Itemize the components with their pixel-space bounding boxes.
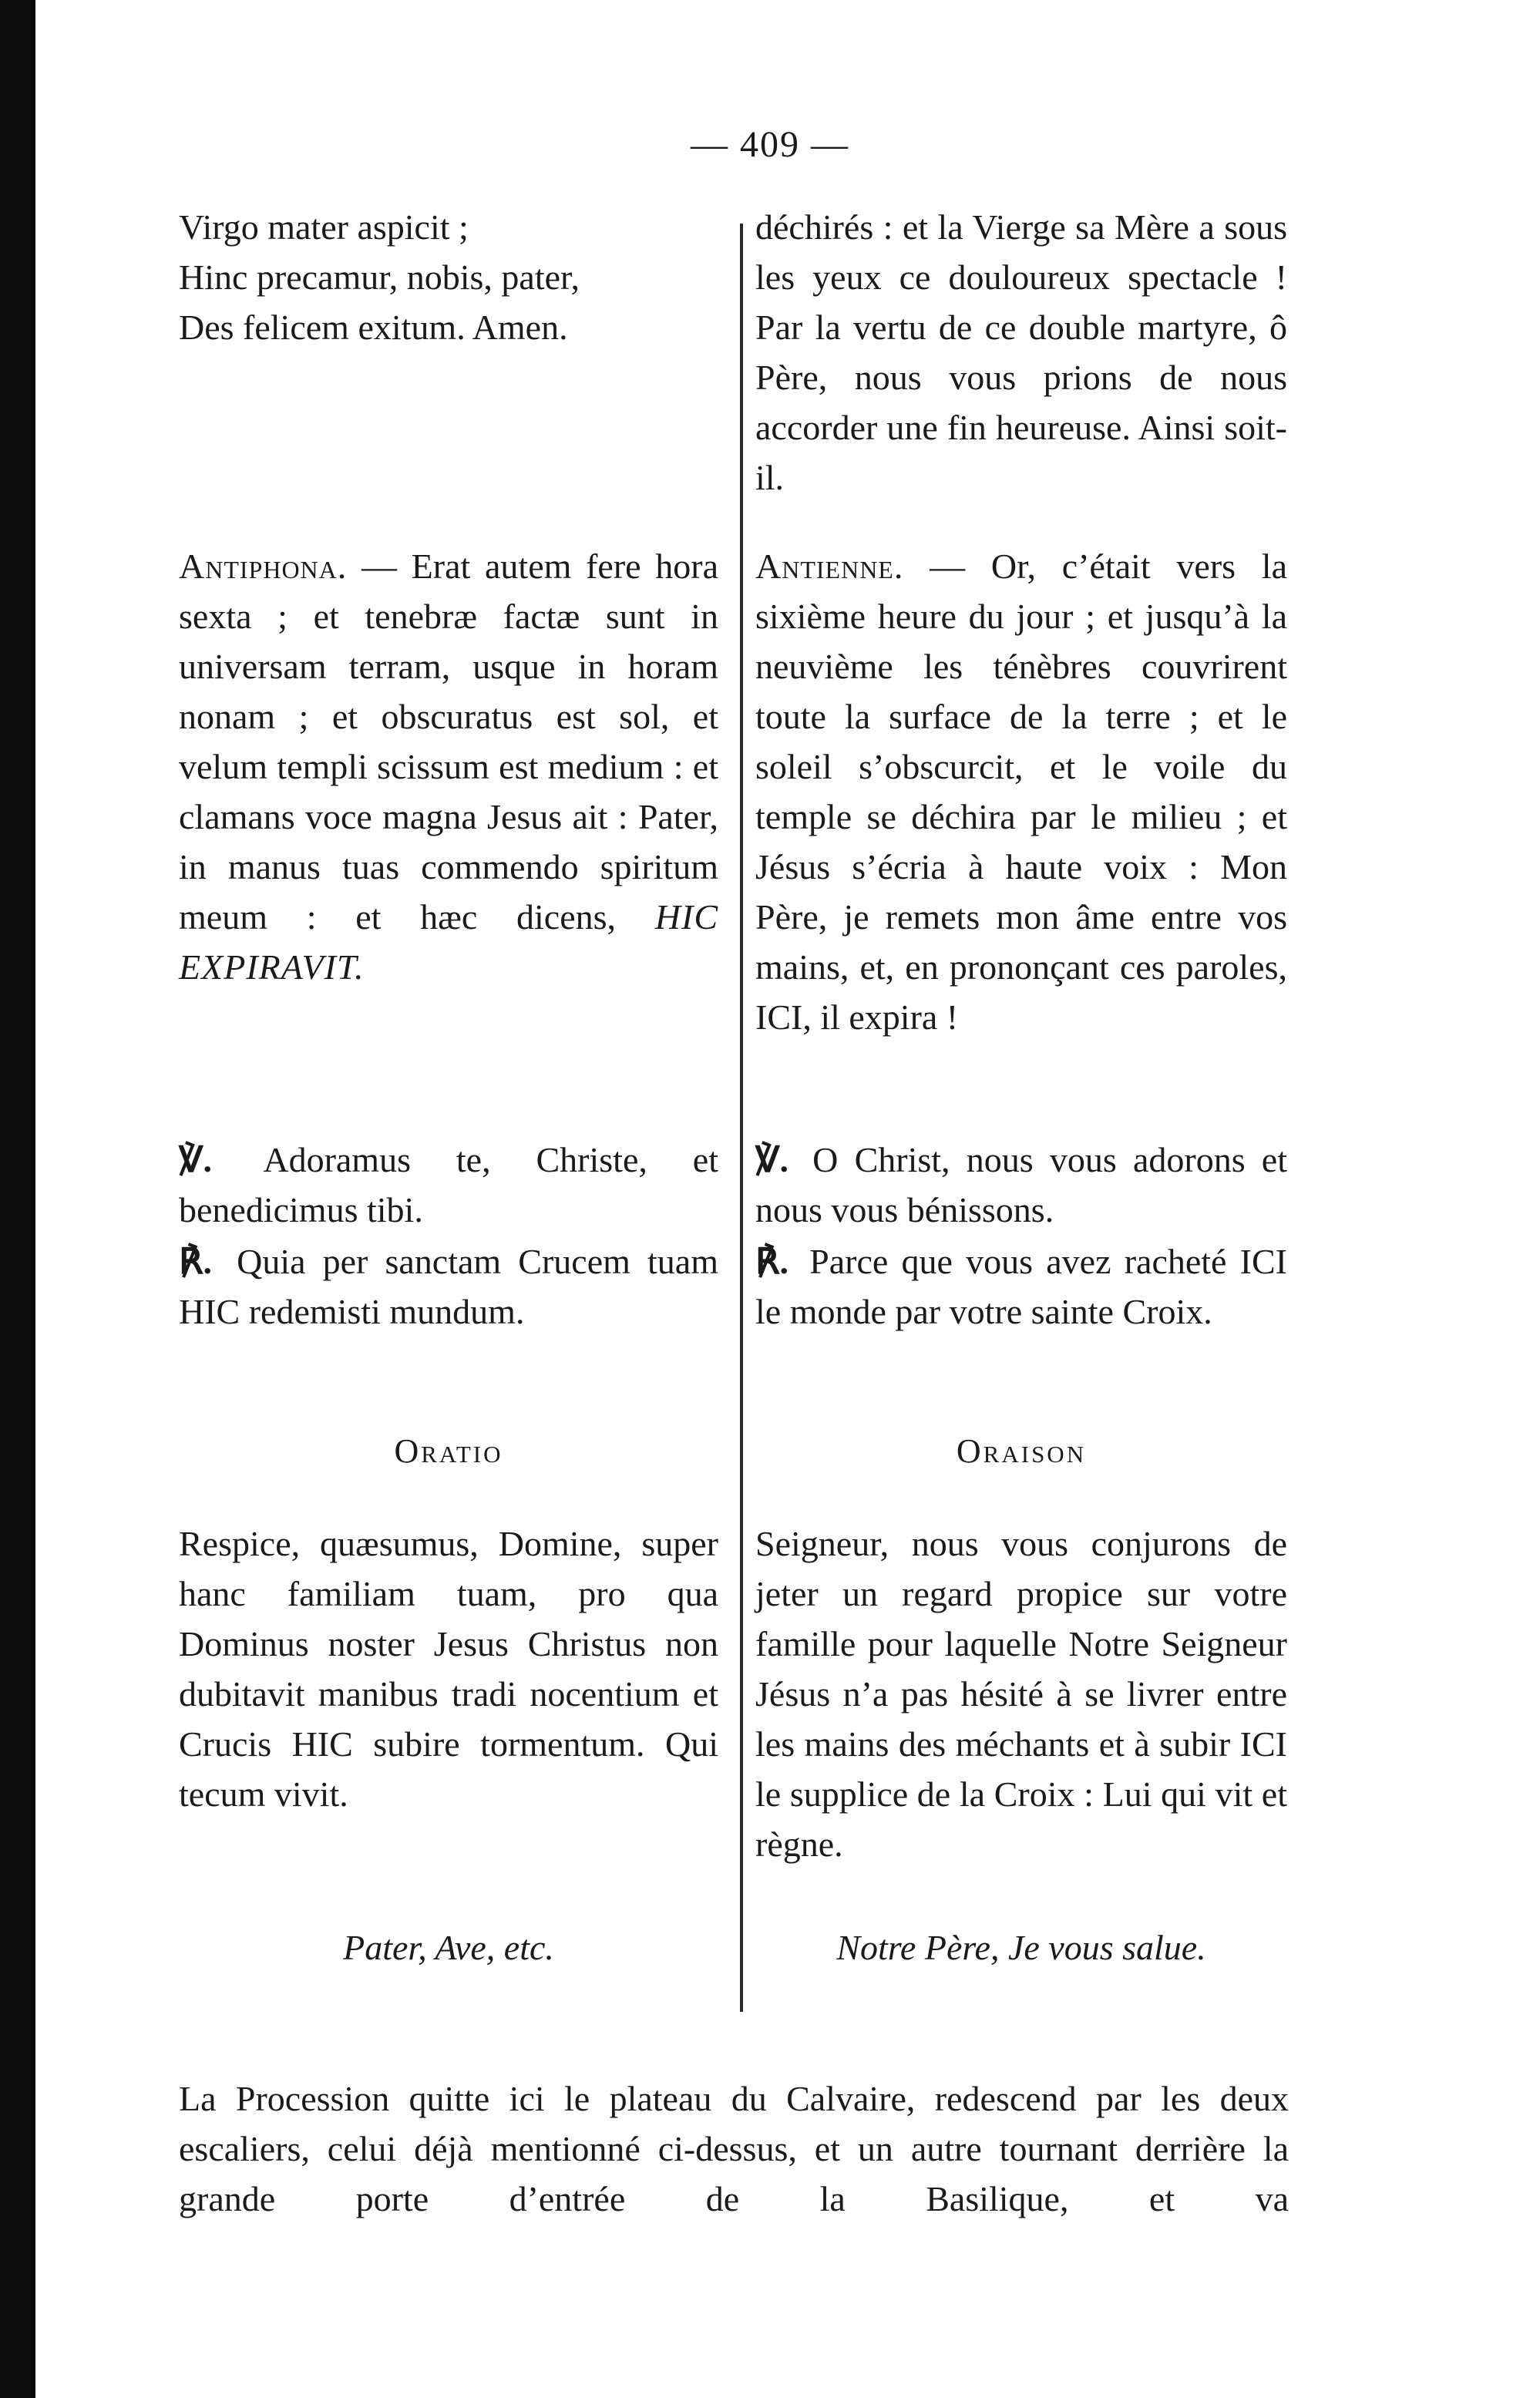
oraison-text: Seigneur, nous vous conjurons de jeter un regard propice sur votre famille pour laquelle Notre Seigneur Jésus n’a pas hésité à se livrer entre les mains des méchants et à subir ICI le supplice de la Croix : Lui qui vit et règne. bbox=[755, 1524, 1287, 1864]
procession-paragraph: La Procession quitte ici le plateau du Calvaire, redescend par les deux escaliers, celui déjà mentionné ci-dessus, et un autre tournant derrière la grande porte d’entrée de la Basilique, et va bbox=[179, 2079, 1289, 2218]
response-text: Quia per sanctam Crucem tuam HIC redemisti mundum. bbox=[179, 1242, 719, 1331]
antiphon-ending: HIC EXPIRAVIT. bbox=[179, 897, 719, 987]
response-symbol: ℟. bbox=[755, 1242, 788, 1281]
french-closing: Notre Père, Je vous salue. bbox=[836, 1928, 1206, 1967]
response-text: Parce que vous avez racheté ICI le monde par votre sainte Croix. bbox=[755, 1242, 1287, 1331]
antiphon-label: Antiphona. bbox=[179, 547, 348, 586]
oratio-text: Respice, quæsumus, Domine, super hanc familiam tuam, pro qua Dominus noster Jesus Christus non dubitavit manibus tradi nocentium et Crucis HIC subire tormentum. Qui tecum vivit. bbox=[179, 1524, 718, 1814]
versicle-text: O Christ, nous vous adorons et nous vous bénissons. bbox=[755, 1140, 1287, 1229]
french-versicle bbox=[755, 1135, 1287, 1235]
oraison-heading: Oraison bbox=[956, 1432, 1087, 1470]
response-symbol: ℟. bbox=[179, 1242, 212, 1281]
versicle-text: Adoramus te, Christe, et benedicimus tibi. bbox=[179, 1140, 718, 1229]
page-number: — 409 — bbox=[691, 124, 849, 165]
scan-edge-bar bbox=[0, 0, 35, 2398]
latin-hymn-ending: Virgo mater aspicit ; Hinc precamur, nobis, pater, Des felicem exitum. Amen. bbox=[179, 207, 580, 347]
latin-response bbox=[179, 1236, 718, 1337]
latin-versicle bbox=[179, 1135, 718, 1235]
french-response bbox=[755, 1236, 1287, 1337]
antienne-text: — Or, c’était vers la sixième heure du jour ; et jusqu’à la neuvième les ténèbres couvrirent toute la surface de la terre ; et le soleil s’obscurcit, et le voile du temple se déchira par le milieu ; et Jésus s’écria à haute voix : Mon Père, je remets mon âme entre vos mains, et, en prononçant ces paroles, ICI, il expira ! bbox=[755, 547, 1287, 1037]
antiphon-text: — Erat autem fere hora sexta ; et tenebræ factæ sunt in universam terram, usque in horam nonam ; et obscuratus est sol, et velum templi scissum est medium : et clamans voce magna Jesus ait : Pater, in manus tuas commendo spiritum meum : et hæc dicens, bbox=[179, 547, 718, 937]
french-antienne bbox=[755, 541, 1287, 1042]
column-divider bbox=[740, 224, 743, 2012]
latin-antiphon bbox=[179, 541, 718, 992]
versicle-symbol: ℣. bbox=[755, 1140, 788, 1179]
versicle-symbol: ℣. bbox=[179, 1140, 212, 1179]
oratio-heading: Oratio bbox=[394, 1432, 503, 1470]
latin-closing: Pater, Ave, etc. bbox=[343, 1928, 554, 1967]
french-hymn-ending: déchirés : et la Vierge sa Mère a sous les yeux ce douloureux spectacle ! Par la vertu de ce double martyre, ô Père, nous vous prions de nous accorder une fin heureuse. Ainsi soit-il. bbox=[755, 207, 1287, 497]
antienne-label: Antienne. bbox=[755, 547, 904, 586]
